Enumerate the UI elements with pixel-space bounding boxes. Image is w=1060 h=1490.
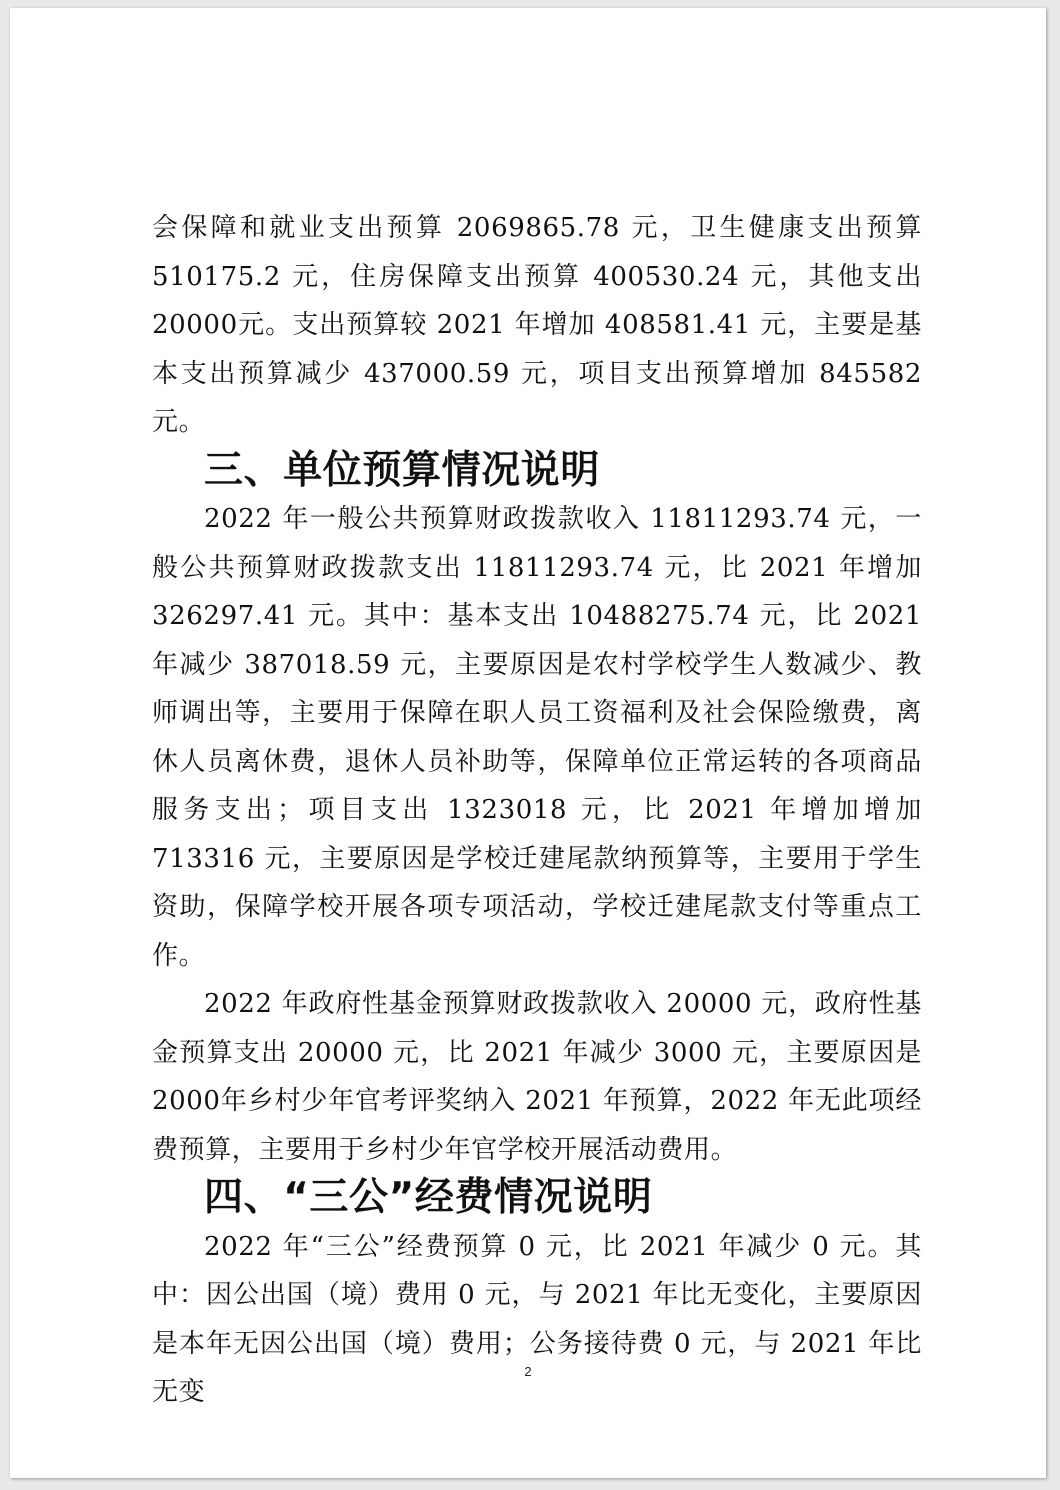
paragraph-general-public-budget: 2022 年一般公共预算财政拨款收入 11811293.74 元，一般公共预算财政拨款支出 11811293.74 元，比 2021 年增加326297.41 元。其中：基本支出 10488275.74 元，比 2021 年减少 387018.59 元，主要原因是农村学校学生人数减少、教师调出等，主要用于保障在职人员工资福利及社会保险缴费，离休人员离休费，退休人员补助等，保障单位正常运转的各项商品服务支出；项目支出 1323018 元，比 2021 年增加增加 713316 元，主要原因是学校迁建尾款纳预算等，主要用于学生资助，保障学校开展各项专项活动，学校迁建尾款支付等重点工作。 <box>152 504 922 971</box>
paragraph-government-fund-budget: 2022 年政府性基金预算财政拨款收入 20000 元，政府性基金预算支出 20000 元，比 2021 年减少 3000 元，主要原因是 2000年乡村少年官考评奖纳入 2021 年预算，2022 年无此项经费预算，主要用于乡村少年官学校开展活动费用。 <box>152 989 922 1165</box>
paragraph-three-public-expenses: 2022 年“三公”经费预算 0 元，比 2021 年减少 0 元。其中：因公出国（境）费用 0 元，与 2021 年比无变化，主要原因是本年无因公出国（境）费用；公务接待费 0 元，与 2021 年比无变 <box>152 1231 922 1407</box>
document-body <box>152 204 922 1417</box>
section-heading-three-public-expenses: 四、“三公”经费情况说明 <box>204 1175 653 1220</box>
page-number: 2 <box>524 1364 532 1379</box>
paragraph-social-security-budget: 会保障和就业支出预算 2069865.78 元，卫生健康支出预算510175.2 元，住房保障支出预算 400530.24 元，其他支出 20000元。支出预算较 2021 年增加 408581.41 元，主要是基本支出预算减少 437000.59 元，项目支出预算增加 845582 元。 <box>152 213 922 437</box>
document-page <box>10 8 1046 1478</box>
section-heading-unit-budget: 三、单位预算情况说明 <box>204 447 601 493</box>
